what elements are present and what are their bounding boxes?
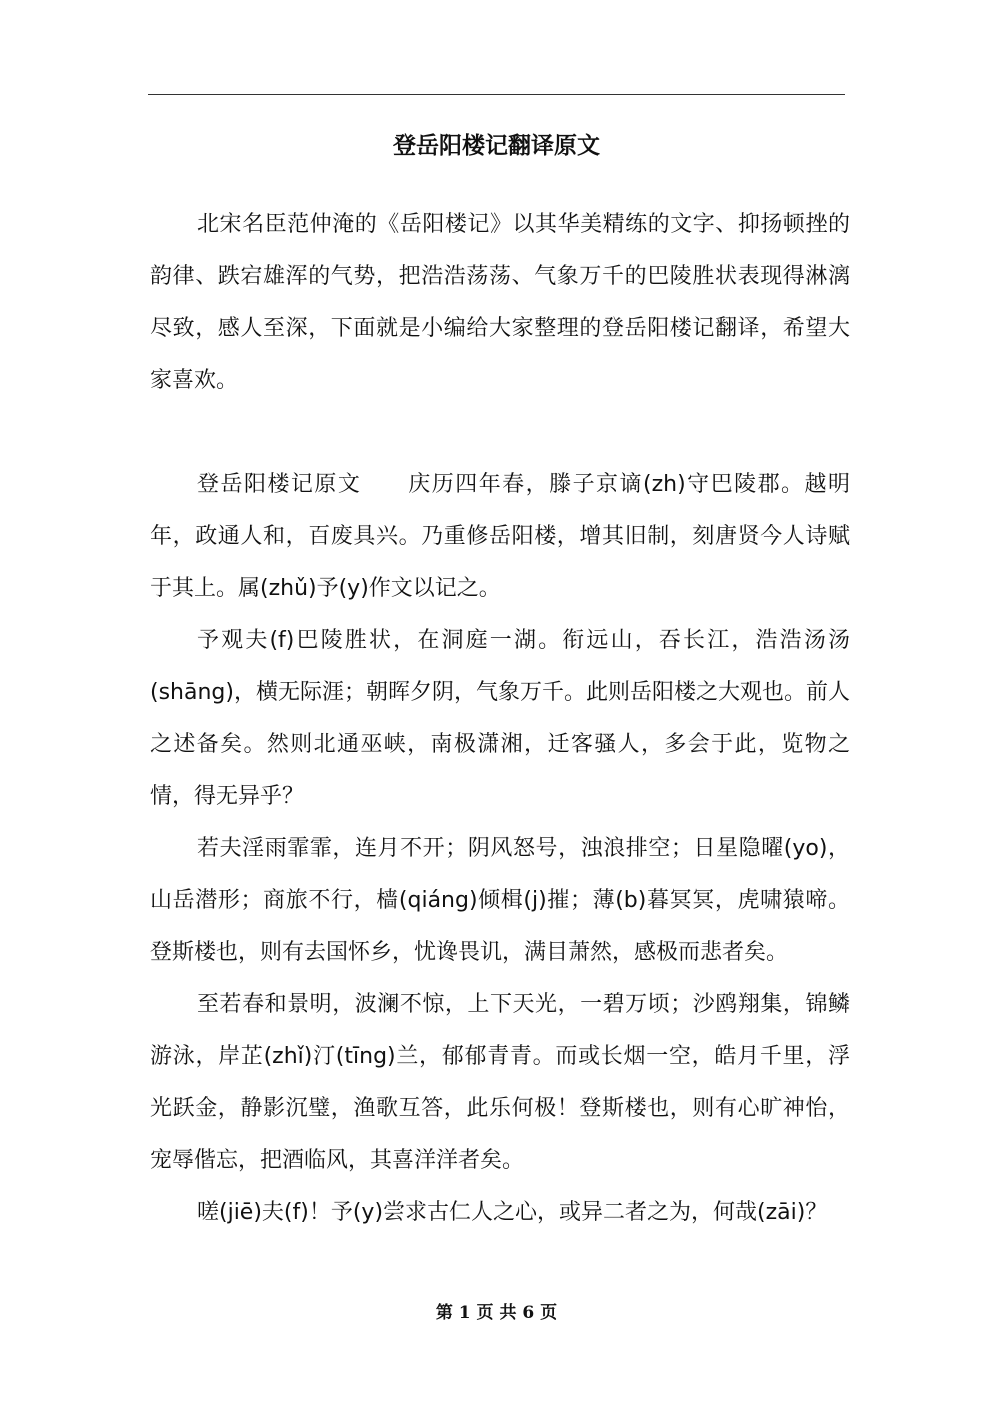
document-body	[150, 199, 850, 1239]
original-text-heading-paragraph: 登岳阳楼记原文 庆历四年春，滕子京谪(zh)守巴陵郡。越明年，政通人和，百废具兴。乃重修岳阳楼，增其旧制，刻唐贤今人诗赋于其上。属(zhǔ)予(y)作文以记之。	[150, 472, 850, 601]
header-rule	[148, 94, 845, 95]
body-paragraph-scenery: 予观夫(f)巴陵胜状，在洞庭一湖。衔远山，吞长江，浩浩汤汤(shāng)，横无际涯；朝晖夕阴，气象万千。此则岳阳楼之大观也。前人之述备矣。然则北通巫峡，南极潇湘，迁客骚人，多会于此，览物之情，得无异乎？	[150, 628, 850, 809]
body-paragraph-closing: 嗟(jiē)夫(f)！予(y)尝求古仁人之心，或异二者之为，何哉(zāi)？	[197, 1200, 828, 1225]
intro-paragraph: 北宋名臣范仲淹的《岳阳楼记》以其华美精练的文字、抑扬顿挫的韵律、跌宕雄浑的气势，把浩浩荡荡、气象万千的巴陵胜状表现得淋漓尽致，感人至深，下面就是小编给大家整理的登岳阳楼记翻译，希望大家喜欢。	[150, 212, 850, 393]
body-paragraph-spring: 至若春和景明，波澜不惊，上下天光，一碧万顷；沙鸥翔集，锦鳞游泳，岸芷(zhǐ)汀(tīng)兰，郁郁青青。而或长烟一空，皓月千里，浮光跃金，静影沉璧，渔歌互答，此乐何极！登斯楼也，则有心旷神怡，宠辱偕忘，把酒临风，其喜洋洋者矣。	[150, 992, 850, 1173]
body-paragraph-gloomy: 若夫淫雨霏霏，连月不开；阴风怒号，浊浪排空；日星隐曜(yo)，山岳潜形；商旅不行，樯(qiáng)倾楫(j)摧；薄(b)暮冥冥，虎啸猿啼。登斯楼也，则有去国怀乡，忧谗畏讥，满目萧然，感极而悲者矣。	[150, 836, 850, 965]
page-footer: 第 1 页 共 6 页	[435, 1303, 558, 1323]
document-title: 登岳阳楼记翻译原文	[393, 133, 600, 159]
paragraph-spacer	[150, 407, 850, 459]
